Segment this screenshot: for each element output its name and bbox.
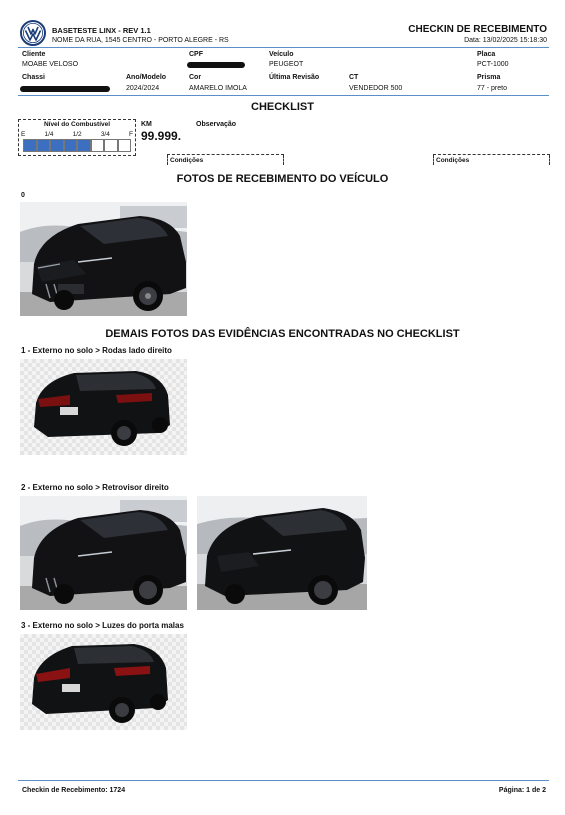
revisao-label: Última Revisão [269,74,320,81]
fuel-mark: E [21,131,26,138]
prisma-label: Prisma [477,74,501,81]
condition-box-2 [433,154,550,166]
document-date: Data: 13/02/2025 15:18:30 [464,37,547,44]
fuel-mark: F [128,131,133,138]
checklist-title: CHECKLIST [251,101,314,113]
evidence-photo-mirror-1 [20,496,187,610]
cpf-redacted [187,62,245,68]
placa-value: PCT-1000 [477,61,509,68]
km-value: 99.999. [141,129,182,143]
cliente-value: MOABE VELOSO [22,61,79,68]
fuel-cell-filled [23,139,37,152]
ano-label: Ano/Modelo [126,74,167,81]
footer-checkin-number: Checkin de Recebimento: 1724 [22,787,126,794]
cor-value: AMARELO IMOLA [189,85,247,92]
fuel-cell-filled [37,139,51,152]
vw-logo-icon [20,20,46,46]
observation-label: Observação [196,121,237,128]
fuel-cell-empty [91,139,105,152]
condition-label-2: Condições [436,157,470,164]
condition-label-1: Condições [170,157,204,164]
fuel-mark: 1/2 [72,131,82,138]
footer-page-number: Página: 1 de 2 [498,787,546,794]
fuel-mark: 1/4 [44,131,54,138]
fuel-level-bar [23,139,131,152]
chassi-redacted [20,86,110,92]
photo-index: 0 [21,192,25,199]
footer-divider [18,780,549,781]
evidence-caption-3: 3 - Externo no solo > Luzes do porta malas [21,621,184,630]
header-divider [18,47,549,48]
fuel-marks [21,131,133,138]
veiculo-value: PEUGEOT [269,61,304,68]
cliente-label: Cliente [22,51,46,58]
photos-section-title: FOTOS DE RECEBIMENTO DO VEÍCULO [176,173,389,185]
fuel-mark: 3/4 [100,131,110,138]
ct-label: CT [349,74,359,81]
document-title: CHECKIN DE RECEBIMENTO [408,24,547,35]
ano-value: 2024/2024 [126,85,160,92]
fuel-label: Nível do Combustível [43,121,111,128]
company-address: NOME DA RUA, 1545 CENTRO - PORTO ALEGRE - RS [52,37,229,44]
prisma-value: 77 - preto [477,85,507,92]
fuel-cell-filled [77,139,91,152]
evidence-photo-mirror-2 [197,496,367,610]
fuel-cell-filled [50,139,64,152]
condition-box-1 [167,154,284,166]
ct-value: VENDEDOR 500 [349,85,403,92]
fuel-cell-empty [104,139,118,152]
vehicle-front-photo [20,202,187,316]
fuel-cell-filled [64,139,78,152]
fuel-cell-empty [118,139,132,152]
km-label: KM [141,121,152,128]
evidence-photo-rear-2 [20,634,187,730]
evidence-caption-1: 1 - Externo no solo > Rodas lado direito [21,346,172,355]
placa-label: Placa [477,51,496,58]
evidence-photo-rear-1 [20,359,187,455]
info-divider [18,95,549,96]
chassi-label: Chassi [22,74,45,81]
evidence-caption-2: 2 - Externo no solo > Retrovisor direito [21,483,169,492]
cor-label: Cor [189,74,202,81]
fuel-gauge [18,119,136,156]
cpf-label: CPF [189,51,203,58]
evidence-section-title: DEMAIS FOTOS DAS EVIDÊNCIAS ENCONTRADAS NO CHECKLIST [105,328,460,340]
veiculo-label: Veículo [269,51,294,58]
company-name: BASETESTE LINX - REV 1.1 [52,26,151,35]
